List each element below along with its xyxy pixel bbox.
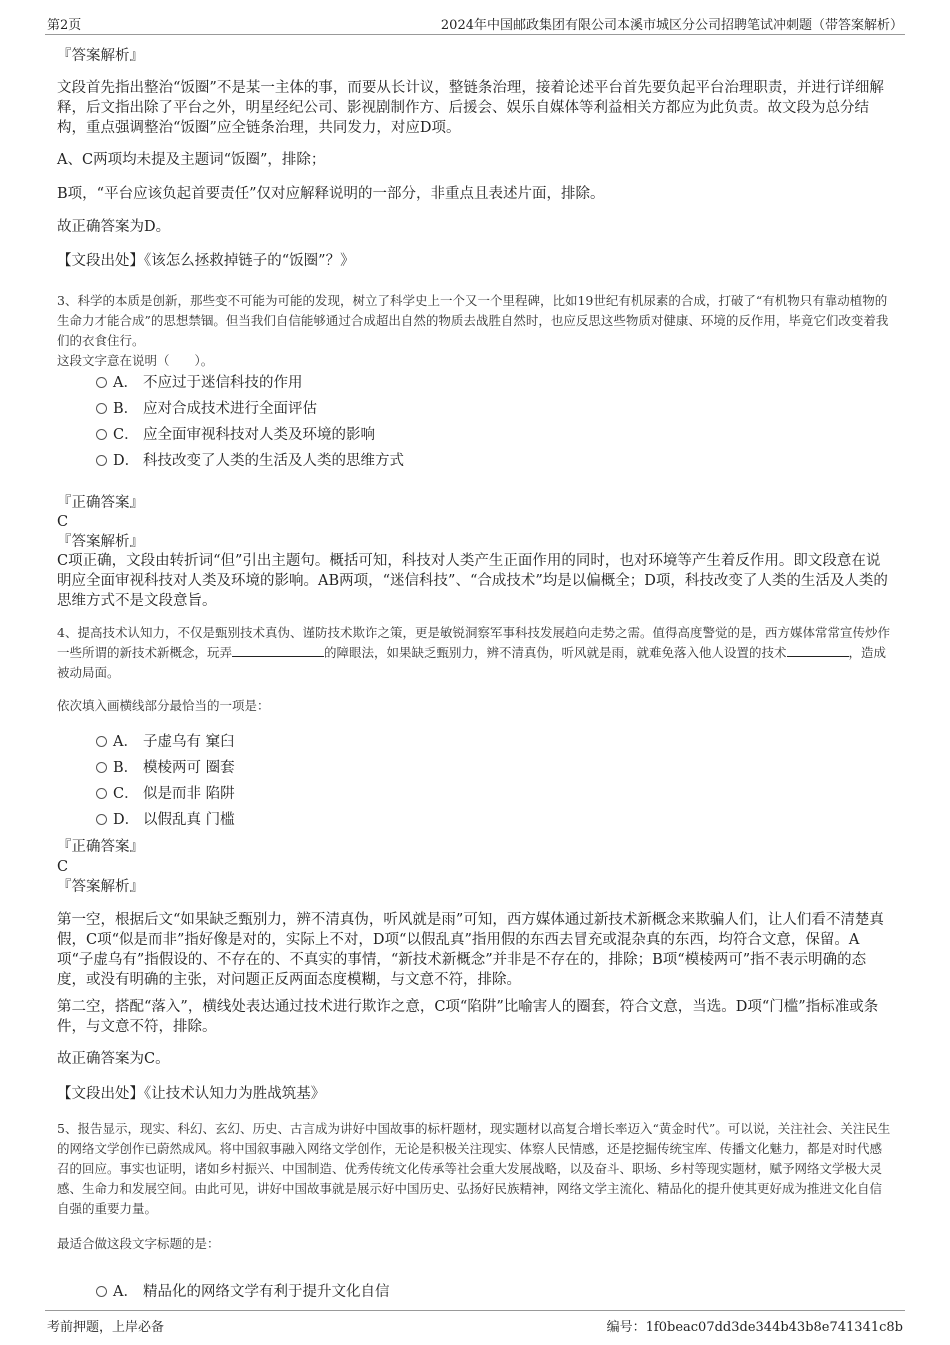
blank-2	[787, 644, 849, 657]
q4-stem: 4、提高技术认知力，不仅是甄别技术真伪、谨防技术欺诈之策，更是敏锐洞察军事科技发展趋向走势之需。值得高度警觉的是，西方媒体常常宣传炒作一些所谓的新技术新概念，玩弄 的障眼法，如果缺乏甄别力，辨不清真伪，听风就是雨，就难免落入他人设置的技术 ，造成被动局面。	[57, 625, 890, 680]
q3-analysis: C项正确，文段由转折词“但”引出主题句。概括可知，科技对人类产生正面作用的同时，也对环境等产生着反作用。即文段意在说明应全面审视科技对人类及环境的影响。AB两项，“迷信科技”、“合成技术”均是以偏概全；D项，科技改变了人类的生活及人类的思维方式不是文段意旨。	[57, 553, 888, 609]
radio-icon[interactable]	[96, 762, 107, 773]
page-footer	[45, 1310, 905, 1335]
q4-analysis-2: 第二空，搭配“落入”，横线处表达通过技术进行欺诈之意，C项“陷阱”比喻害人的圈套，符合文意，当选。D项“门槛”指标准或条件，与文意不符，排除。	[57, 999, 879, 1035]
q3-option-b[interactable]: B． 应对合成技术进行全面评估	[96, 398, 317, 420]
q4-option-c[interactable]: C． 似是而非 陷阱	[96, 783, 235, 805]
page-number: 第2页	[47, 18, 82, 33]
q2-note-b: B项，“平台应该负起首要责任”仅对应解释说明的一部分，非重点且表述片面，排除。	[57, 186, 605, 202]
q3-analysis-label: 『答案解析』	[57, 534, 144, 550]
q4-answer: C	[57, 859, 69, 875]
q2-note-ac: A、C两项均未提及主题词“饭圈”，排除；	[57, 152, 326, 168]
q4-option-a[interactable]: A． 子虚乌有 窠臼	[96, 731, 235, 753]
q2-source: 【文段出处】《该怎么拯救掉链子的“饭圈”？》	[57, 253, 355, 269]
q4-conclusion: 故正确答案为C。	[57, 1051, 170, 1067]
blank-1	[232, 644, 324, 657]
q5-prompt: 最适合做这段文字标题的是：	[57, 1236, 220, 1251]
q3-answer-label: 『正确答案』	[57, 495, 144, 511]
q3-answer: C	[57, 514, 69, 530]
q3-option-a[interactable]: A． 不应过于迷信科技的作用	[96, 372, 303, 394]
q4-analysis-label: 『答案解析』	[57, 879, 144, 895]
radio-icon[interactable]	[96, 429, 107, 440]
document-title: 2024年中国邮政集团有限公司本溪市城区分公司招聘笔试冲刺题（带答案解析）	[440, 18, 903, 33]
radio-icon[interactable]	[96, 1286, 107, 1297]
q2-conclusion: 故正确答案为D。	[57, 219, 171, 235]
q4-prompt: 依次填入画横线部分最恰当的一项是：	[57, 698, 270, 713]
radio-icon[interactable]	[96, 455, 107, 466]
q2-analysis-text: 文段首先指出整治“饭圈”不是某一主体的事，而要从长计议，整链条治理，接着论述平台首先要负起平台治理职责，并进行详细解释，后文指出除了平台之外，明星经纪公司、影视剧制作方、后援会、娱乐自媒体等利益相关方都应为此负责。故文段为总分结构，重点强调整治“饭圈”应全链条治理，共同发力，对应D项。	[57, 80, 884, 136]
document-id: 编号：1f0beac07dd3de344b43b8e741341c8b	[606, 1320, 903, 1335]
radio-icon[interactable]	[96, 788, 107, 799]
q3-stem: 3、科学的本质是创新，那些变不可能为可能的发现，树立了科学史上一个又一个里程碑，比如19世纪有机尿素的合成，打破了“有机物只有靠动植物的生命力才能合成”的思想禁锢。但当我们自信能够通过合成超出自然的物质去战胜自然时，也应反思这些物质对健康、环境的反作用，毕竟它们改变着我们的衣食住行。	[57, 293, 889, 348]
q4-source: 【文段出处】《让技术认知力为胜战筑基》	[57, 1086, 326, 1102]
radio-icon[interactable]	[96, 403, 107, 414]
q3-option-c[interactable]: C． 应全面审视科技对人类及环境的影响	[96, 424, 375, 446]
q4-option-b[interactable]: B． 模棱两可 圈套	[96, 757, 235, 779]
radio-icon[interactable]	[96, 377, 107, 388]
q4-answer-label: 『正确答案』	[57, 839, 144, 855]
q4-analysis-1: 第一空，根据后文“如果缺乏甄别力，辨不清真伪，听风就是雨”可知，西方媒体通过新技术新概念来欺骗人们，让人们看不清楚真假，C项“似是而非”指好像是对的，实际上不对，D项“以假乱真”指用假的东西去冒充或混杂真的东西，均符合文意，保留。A项“子虚乌有”指假设的、不存在的、不真实的事情，“新技术新概念”并非是不存在的，排除；B项“模棱两可”指不表示明确的态度，或没有明确的主张，对问题正反两面态度模糊，与文意不符，排除。	[57, 912, 884, 988]
q4-option-d[interactable]: D． 以假乱真 门槛	[96, 809, 235, 831]
q2-analysis-label: 『答案解析』	[57, 48, 144, 64]
radio-icon[interactable]	[96, 814, 107, 825]
q5-stem: 5、报告显示，现实、科幻、玄幻、历史、古言成为讲好中国故事的标杆题材，现实题材以高复合增长率迈入“黄金时代”。可以说，关注社会、关注民生的网络文学创作已蔚然成风。将中国叙事融入网络文学创作，无论是积极关注现实、体察人民情感，还是挖掘传统宝库、传播文化魅力，都是对时代感召的回应。事实也证明，诸如乡村振兴、中国制造、优秀传统文化传承等社会重大发展战略，以及奋斗、职场、乡村等现实题材，赋予网络文学极大灵感、生命力和发展空间。由此可见，讲好中国故事就是展示好中国历史、弘扬好民族精神，网络文学主流化、精品化的提升使其更好成为推进文化自信自强的重要力量。	[57, 1121, 891, 1216]
page-header	[45, 12, 905, 35]
radio-icon[interactable]	[96, 736, 107, 747]
footer-slogan: 考前押题，上岸必备	[47, 1320, 165, 1335]
q5-option-a[interactable]: A． 精品化的网络文学有利于提升文化自信	[96, 1281, 390, 1303]
q3-option-d[interactable]: D． 科技改变了人类的生活及人类的思维方式	[96, 450, 404, 472]
q3-prompt: 这段文字意在说明（ ）。	[57, 353, 214, 368]
